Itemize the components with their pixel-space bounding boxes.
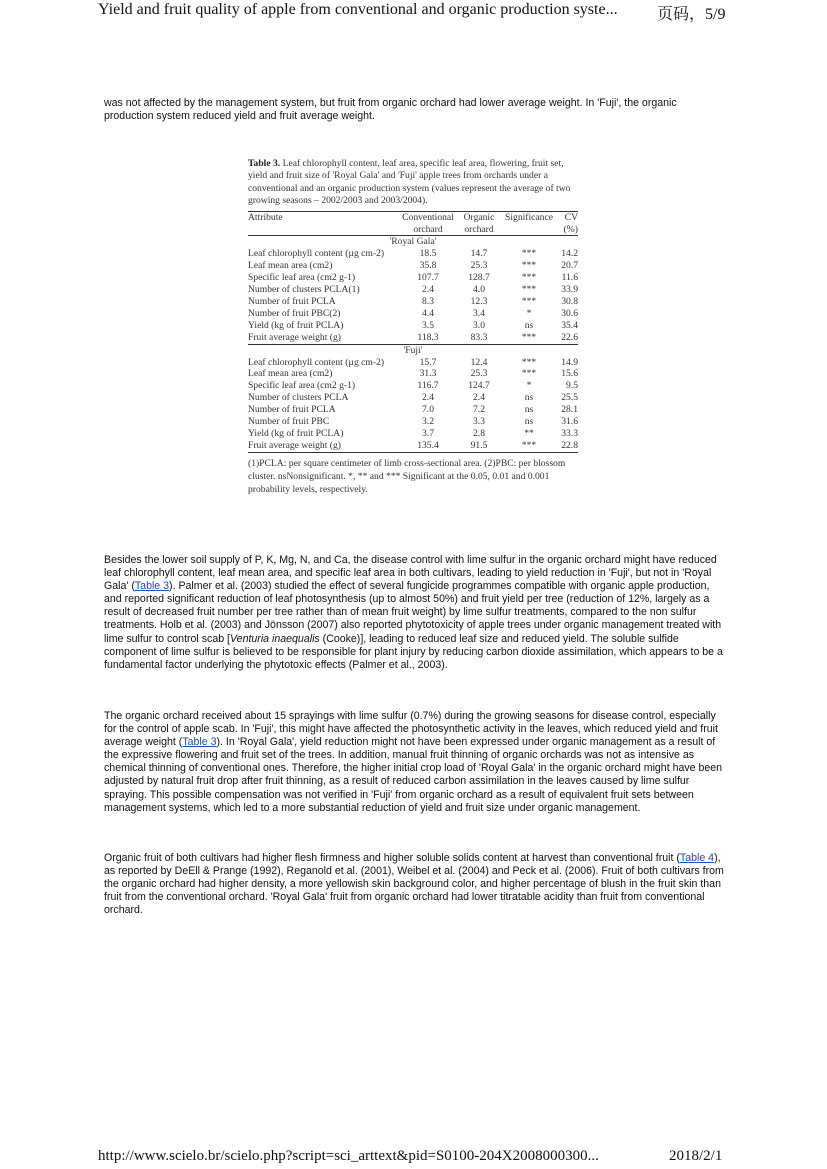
table-3-data <box>248 211 578 453</box>
cell-attribute: Fruit average weight (g) <box>248 440 398 452</box>
cell-conventional: 3.2 <box>422 416 434 428</box>
cell-conventional: 3.5 <box>422 319 434 331</box>
page-title: Yield and fruit quality of apple from conventional and organic production syste... <box>98 1 618 18</box>
cell-attribute: Leaf mean area (cm2) <box>248 368 333 380</box>
table-section-row <box>248 344 578 356</box>
cell-cv: 14.2 <box>561 248 578 260</box>
cell-significance: *** <box>500 332 558 344</box>
cell-organic: 124.7 <box>468 380 490 392</box>
table-row <box>248 357 578 369</box>
cell-organic: 4.0 <box>473 284 485 296</box>
cell-conventional: 116.7 <box>417 380 439 392</box>
cell-conventional: 107.7 <box>417 272 439 284</box>
cell-organic: 12.4 <box>470 356 488 368</box>
cell-conventional: 118.3 <box>398 332 458 344</box>
col-header-organic-2: orchard <box>458 224 500 236</box>
cell-cv: 31.6 <box>561 416 578 428</box>
cell-attribute: Leaf chlorophyll content (µg cm-2) <box>248 356 385 368</box>
section-label: 'Royal Gala' <box>389 236 437 248</box>
cell-cv: 9.5 <box>566 380 578 392</box>
col-header-cv-2: (%) <box>558 224 578 236</box>
table-row <box>248 416 578 428</box>
paragraph-text: Organic fruit of both cultivars had higher flesh firmness and higher soluble solids content at harvest than conventional fruit ( <box>104 852 680 864</box>
cell-attribute: Number of fruit PBC(2) <box>248 307 341 319</box>
cell-significance: *** <box>521 260 537 272</box>
cell-conventional: 4.4 <box>422 307 434 319</box>
cell-significance: ns <box>524 319 534 331</box>
table-caption-label: Table 3. <box>248 158 281 169</box>
cell-cv: 30.6 <box>561 307 578 319</box>
table-footnote: (1)PCLA: per square centimeter of limb cross-sectional area. (2)PBC: per blossom cluster. nsNonsignificant. *, ** and *** Significant at the 0.05, 0.01 and 0.001 probability levels, respectively. <box>248 457 566 495</box>
cell-attribute: Specific leaf area (cm2 g-1) <box>248 272 356 284</box>
cell-attribute: Number of clusters PCLA <box>248 392 349 404</box>
cell-conventional: 7.0 <box>422 404 434 416</box>
cell-organic: 12.3 <box>470 295 488 307</box>
cell-significance: ns <box>524 404 534 416</box>
cell-attribute: Specific leaf area (cm2 g-1) <box>248 380 356 392</box>
cell-attribute: Number of fruit PCLA <box>248 295 336 307</box>
paragraph-text: Besides the lower soil supply of P, K, Mg, N, and Ca, the disease control with lime sulfur in the organic orchard might have reduced leaf chlorophyll content, leaf mean area, and specific leaf area in both cultivars, leading to yield reduction in 'Fuji', but not in 'Royal Gala' ( <box>104 554 717 593</box>
paragraph-text: ), as reported by DeEll & Prange (1992), Reganold et al. (2001), Weibel et al. (2004) and Peck et al. (2006). Fruit of both cultivars from the organic orchard had higher density, a more yellowish skin background color, and higher percentage of blush in the fruit skin than fruit from the conventional orchard. 'Royal Gala' fruit from organic orchard had lower titratable acidity than fruit from conventional orchard. <box>104 852 724 917</box>
cell-organic: 3.0 <box>473 319 485 331</box>
table-row <box>248 428 578 440</box>
col-header-attribute: Attribute <box>248 211 398 223</box>
cell-significance: *** <box>521 295 537 307</box>
body-paragraph-2 <box>104 710 724 815</box>
cell-cv: 14.9 <box>561 356 578 368</box>
cell-conventional: 8.3 <box>422 295 434 307</box>
cell-cv: 28.1 <box>561 404 578 416</box>
cell-cv: 33.9 <box>561 284 578 296</box>
cell-significance: *** <box>500 440 558 452</box>
table-3-link[interactable]: Table 3 <box>182 736 217 749</box>
page-header <box>0 0 827 24</box>
cell-conventional: 3.7 <box>422 427 434 439</box>
cell-attribute: Leaf mean area (cm2) <box>248 260 333 272</box>
cell-attribute: Number of fruit PBC <box>248 416 330 428</box>
cell-cv: 11.6 <box>561 272 578 284</box>
cell-cv: 25.5 <box>561 392 578 404</box>
footer-url: http://www.scielo.br/scielo.php?script=sci_arttext&pid=S0100-204X2008000300... <box>98 1148 599 1164</box>
body-paragraph-1 <box>104 554 724 672</box>
intro-paragraph: was not affected by the management system, but fruit from organic orchard had lower average weight. In 'Fuji', the organic production system reduced yield and fruit average weight. <box>104 97 677 123</box>
cell-significance: *** <box>521 284 537 296</box>
col-header-conventional-2: orchard <box>398 224 458 236</box>
species-name: Venturia inaequalis <box>230 632 320 645</box>
cell-attribute: Number of clusters PCLA(1) <box>248 284 360 296</box>
table-row <box>248 248 578 260</box>
table-row <box>248 332 578 344</box>
cell-organic: 7.2 <box>473 404 485 416</box>
cell-attribute: Fruit average weight (g) <box>248 332 398 344</box>
table-4-link[interactable]: Table 4 <box>679 852 715 864</box>
paragraph-text: The organic orchard received about 15 sprayings with lime sulfur (0.7%) during the growing seasons for disease control, especially for the control of apple scab. In 'Fuji', this might have affected the photosynthetic activity in the leaves, which reduced yield and fruit average weight ( <box>104 710 718 749</box>
cell-attribute: Leaf chlorophyll content (µg cm-2) <box>248 248 385 260</box>
col-header-organic: Organic <box>458 211 500 223</box>
cell-organic: 14.7 <box>470 248 488 260</box>
body-paragraph-3 <box>104 852 724 917</box>
footer-date: 2018/2/1 <box>669 1148 723 1164</box>
cell-organic: 2.8 <box>473 427 485 439</box>
cell-significance: ** <box>524 427 534 439</box>
table-row <box>248 284 578 296</box>
table-row <box>248 404 578 416</box>
cell-cv: 22.8 <box>558 440 578 452</box>
table-caption <box>248 158 578 208</box>
cell-conventional: 2.4 <box>422 392 434 404</box>
table-body <box>248 236 578 452</box>
cell-cv: 20.7 <box>561 260 578 272</box>
col-header-cv: CV <box>558 211 578 223</box>
cell-organic: 25.3 <box>470 368 488 380</box>
cell-attribute: Number of fruit PCLA <box>248 404 336 416</box>
cell-significance: *** <box>521 272 537 284</box>
cell-cv: 30.8 <box>561 295 578 307</box>
table-3 <box>248 158 578 496</box>
cell-cv: 33.3 <box>561 427 578 439</box>
cell-significance: ns <box>524 416 534 428</box>
cell-conventional: 2.4 <box>422 284 434 296</box>
section-label: 'Fuji' <box>403 344 423 356</box>
cell-significance: *** <box>521 368 537 380</box>
table-row <box>248 296 578 308</box>
cell-organic: 3.4 <box>473 307 485 319</box>
table-header-row <box>248 211 578 223</box>
cell-organic: 2.4 <box>473 392 485 404</box>
cell-conventional: 135.4 <box>398 440 458 452</box>
cell-organic: 83.3 <box>458 332 500 344</box>
cell-attribute: Yield (kg of fruit PCLA) <box>248 319 344 331</box>
table-row <box>248 260 578 272</box>
cell-organic: 25.3 <box>470 260 488 272</box>
col-header-significance: Significance <box>500 211 558 223</box>
cell-organic: 3.3 <box>473 416 485 428</box>
paragraph-text: (Cooke)], leading to reduced leaf size and reduced yield. The soluble sulfide component of lime sulfur is believed to be responsible for plant injury by reducing carbon dioxide assimilation, which appears to be a fundamental factor underlying the phytotoxic effects (Palmer et al., 2003). <box>104 632 723 671</box>
table-caption-text: Leaf chlorophyll content, leaf area, specific leaf area, flowering, fruit set, yield and fruit size of 'Royal Gala' and 'Fuji' apple trees from orchards under a conventional and an organic production system (values represent the average of two growing seasons – 2002/2003 and 2003/2004). <box>248 158 571 207</box>
page-number: 页码，5/9 <box>657 6 726 23</box>
cell-attribute: Yield (kg of fruit PCLA) <box>248 427 344 439</box>
cell-cv: 35.4 <box>561 319 578 331</box>
table-3-link[interactable]: Table 3 <box>134 580 170 593</box>
paragraph-text: ). Palmer et al. (2003) studied the effect of several fungicide programmes compatible with organic apple production, and reported significant reduction of leaf photosynthesis (up to almost 50%) and fruit yield per tree (reduction of 12%, largely as a result of decreased fruit number per tree rather than of mean fruit weight) by lime sulfur treatments, compared to the non sulfur treatments. Holb et al. (2003) and Jönsson (2007) also reported phytotoxicity of apple trees under organic management treated with lime sulfur to control scab [ <box>104 580 722 645</box>
table-row <box>248 380 578 392</box>
cell-organic: 91.5 <box>458 440 500 452</box>
paragraph-text: ). In 'Royal Gala', yield reduction might not have been expressed under organic management as a result of the expressive flowering and fruit set of the trees. In addition, manual fruit thinning of organic orchards was not as intensive as chemical thinning of conventional ones. Therefore, the higher initial crop load of 'Royal Gala' in the organic orchard might have been adjusted by natural fruit drop after fruit thinning, as a result of reduced carbon assimilation in the leaves caused by lime sulfur spraying. This possible compensation was not verified in 'Fuji' from organic orchard as a result of equivalent fruit sets between management systems, which led to a more substantial reduction of yield and fruit size under organic management. <box>104 736 723 814</box>
cell-conventional: 15.7 <box>419 356 437 368</box>
cell-conventional: 18.5 <box>419 248 437 260</box>
cell-conventional: 35.8 <box>419 260 437 272</box>
table-section-row <box>248 236 578 248</box>
cell-significance: *** <box>521 356 537 368</box>
table-row <box>248 392 578 404</box>
cell-cv: 15.6 <box>561 368 578 380</box>
cell-significance: ns <box>524 392 534 404</box>
cell-significance: * <box>526 380 532 392</box>
col-header-conventional: Conventional <box>398 211 458 223</box>
table-header-row-2 <box>248 224 578 236</box>
cell-significance: * <box>526 307 532 319</box>
cell-cv: 22.6 <box>558 332 578 344</box>
table-row <box>248 368 578 380</box>
cell-organic: 128.7 <box>468 272 490 284</box>
table-row <box>248 272 578 284</box>
table-row <box>248 320 578 332</box>
table-row <box>248 308 578 320</box>
table-row <box>248 440 578 452</box>
cell-significance: *** <box>521 248 537 260</box>
cell-conventional: 31.3 <box>419 368 437 380</box>
